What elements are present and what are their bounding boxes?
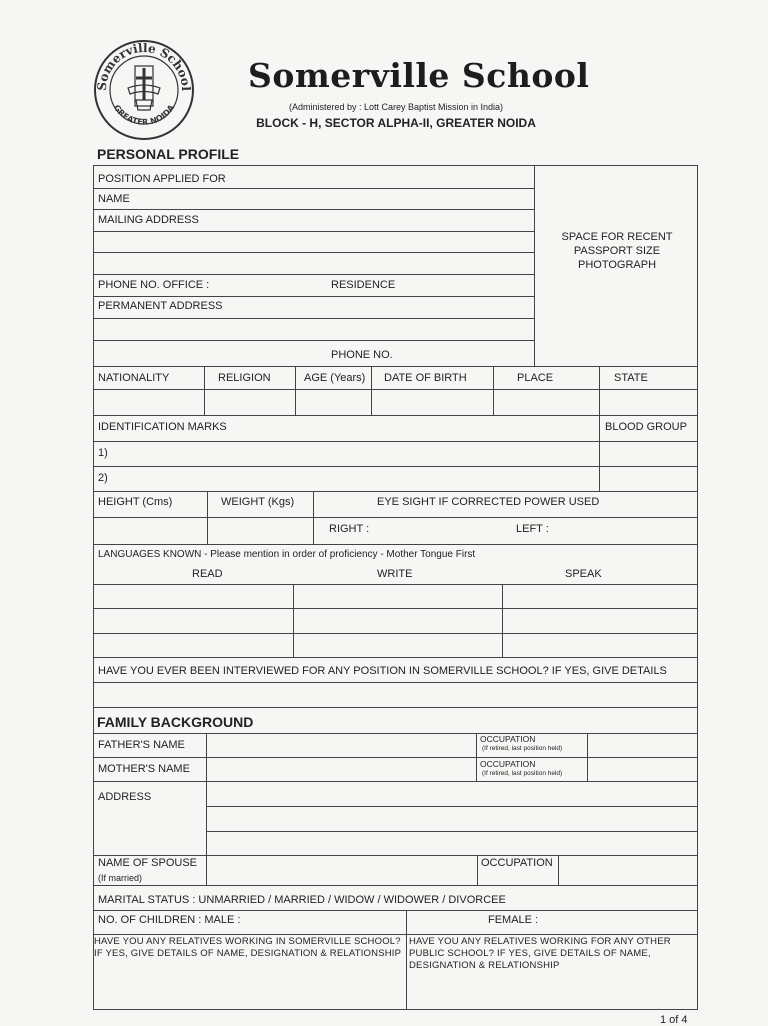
administered-by: (Administered by : Lott Carey Baptist Mission in India): [288, 102, 504, 112]
position-applied-label: POSITION APPLIED FOR: [98, 173, 226, 185]
mother-occupation-label: OCCUPATION: [480, 759, 536, 769]
photo-line-3: PHOTOGRAPH: [577, 259, 657, 271]
blood-group-field[interactable]: [600, 442, 697, 491]
dob-label: DATE OF BIRTH: [384, 372, 467, 384]
write-label: WRITE: [377, 568, 413, 580]
relatives-other-label: HAVE YOU ANY RELATIVES WORKING FOR ANY OTHER PUBLIC SCHOOL? IF YES, GIVE DETAILS OF NAME, DESIGNATION & RELATIONSHIP: [409, 936, 671, 971]
dob-field[interactable]: [372, 390, 493, 415]
children-male-field[interactable]: [255, 911, 406, 934]
spouse-name-label: NAME OF SPOUSE: [98, 857, 198, 869]
right-eye-field[interactable]: [372, 518, 512, 544]
mother-occupation-field[interactable]: [588, 758, 697, 781]
interview-details-field[interactable]: [94, 683, 697, 707]
mailing-address-field[interactable]: [210, 210, 534, 274]
photo-upload-area[interactable]: [535, 166, 697, 366]
permanent-address-field[interactable]: [235, 297, 534, 340]
personal-profile-heading: PERSONAL PROFILE: [97, 146, 240, 162]
spouse-occupation-label: OCCUPATION: [481, 857, 553, 869]
weight-field[interactable]: [208, 518, 313, 544]
school-name: Somerville School: [248, 56, 590, 95]
weight-label: WEIGHT (Kgs): [221, 496, 295, 508]
father-occupation-field[interactable]: [588, 734, 697, 757]
interviewed-label: HAVE YOU EVER BEEN INTERVIEWED FOR ANY POSITION IN SOMERVILLE SCHOOL? IF YES, GIVE DETAILS: [98, 665, 667, 677]
read-label: READ: [192, 568, 223, 580]
photo-line-2: PASSPORT SIZE: [573, 245, 661, 257]
languages-read-field[interactable]: [94, 585, 293, 657]
right-eye-label: RIGHT :: [329, 523, 370, 535]
left-eye-field[interactable]: [555, 518, 697, 544]
religion-label: RELIGION: [218, 372, 271, 384]
spouse-occupation-field[interactable]: [559, 856, 697, 885]
mark-2-label: 2): [98, 472, 108, 484]
left-eye-label: LEFT :: [516, 523, 549, 535]
relatives-other-field[interactable]: [407, 975, 697, 1009]
languages-speak-field[interactable]: [503, 585, 697, 657]
father-occupation-note: (If retired, last position held): [482, 745, 563, 752]
phone-no-label: PHONE NO.: [331, 349, 393, 361]
mothers-name-field[interactable]: [207, 758, 476, 781]
age-field[interactable]: [296, 390, 371, 415]
family-background-heading: FAMILY BACKGROUND: [97, 714, 254, 730]
phone-office-label: PHONE NO. OFFICE :: [98, 279, 210, 291]
religion-field[interactable]: [205, 390, 295, 415]
identification-marks-label: IDENTIFICATION MARKS: [98, 421, 227, 433]
permanent-address-label: PERMANENT ADDRESS: [98, 300, 223, 312]
children-male-label: NO. OF CHILDREN : MALE :: [98, 914, 241, 926]
children-female-label: FEMALE :: [488, 914, 539, 926]
fathers-name-label: FATHER'S NAME: [98, 739, 185, 751]
nationality-label: NATIONALITY: [98, 372, 170, 384]
age-label: AGE (Years): [304, 372, 366, 384]
place-label: PLACE: [517, 372, 554, 384]
family-address-field[interactable]: [207, 782, 697, 855]
children-female-field[interactable]: [545, 911, 697, 934]
residence-label: RESIDENCE: [331, 279, 396, 291]
mark-1-label: 1): [98, 447, 108, 459]
family-address-label: ADDRESS: [98, 791, 152, 803]
state-label: STATE: [614, 372, 648, 384]
name-field[interactable]: [135, 189, 534, 209]
state-field[interactable]: [600, 390, 697, 415]
phone-no-field[interactable]: [400, 341, 534, 366]
school-address: BLOCK - H, SECTOR ALPHA-II, GREATER NOIDA: [256, 116, 536, 130]
name-label: NAME: [98, 193, 130, 205]
svg-text:Somerville School: Somerville School: [94, 40, 194, 92]
father-occupation-label: OCCUPATION: [480, 734, 536, 744]
speak-label: SPEAK: [565, 568, 602, 580]
eye-sight-label: EYE SIGHT IF CORRECTED POWER USED: [377, 496, 600, 508]
position-applied-field[interactable]: [240, 166, 534, 188]
place-field[interactable]: [494, 390, 599, 415]
if-married-label: (If married): [98, 873, 143, 883]
relatives-somerville-label: HAVE YOU ANY RELATIVES WORKING IN SOMERVILLE SCHOOL? IF YES, GIVE DETAILS OF NAME, DESIGNATION & RELATIONSHIP: [94, 936, 402, 959]
residence-phone-field[interactable]: [405, 275, 534, 296]
svg-text:GREATER NOIDA: GREATER NOIDA: [111, 103, 177, 127]
blood-group-label: BLOOD GROUP: [605, 421, 687, 433]
relatives-somerville-field[interactable]: [94, 975, 406, 1009]
languages-label: LANGUAGES KNOWN - Please mention in order of proficiency - Mother Tongue First: [98, 549, 476, 560]
languages-write-field[interactable]: [294, 585, 502, 657]
height-field[interactable]: [94, 518, 207, 544]
spouse-name-field[interactable]: [207, 856, 477, 885]
identification-mark-2-field[interactable]: [112, 467, 599, 491]
nationality-field[interactable]: [94, 390, 204, 415]
phone-office-field[interactable]: [220, 275, 325, 296]
fathers-name-field[interactable]: [207, 734, 476, 757]
mailing-address-label: MAILING ADDRESS: [98, 214, 199, 226]
mothers-name-label: MOTHER'S NAME: [98, 763, 190, 775]
identification-mark-1-field[interactable]: [112, 442, 599, 466]
height-label: HEIGHT (Cms): [98, 496, 173, 508]
marital-status-label: MARITAL STATUS : UNMARRIED / MARRIED / WIDOW / WIDOWER / DIVORCEE: [98, 894, 506, 906]
page-number: 1 of 4: [660, 1014, 688, 1026]
mother-occupation-note: (If retired, last position held): [482, 770, 563, 777]
photo-line-1: SPACE FOR RECENT: [561, 231, 673, 243]
